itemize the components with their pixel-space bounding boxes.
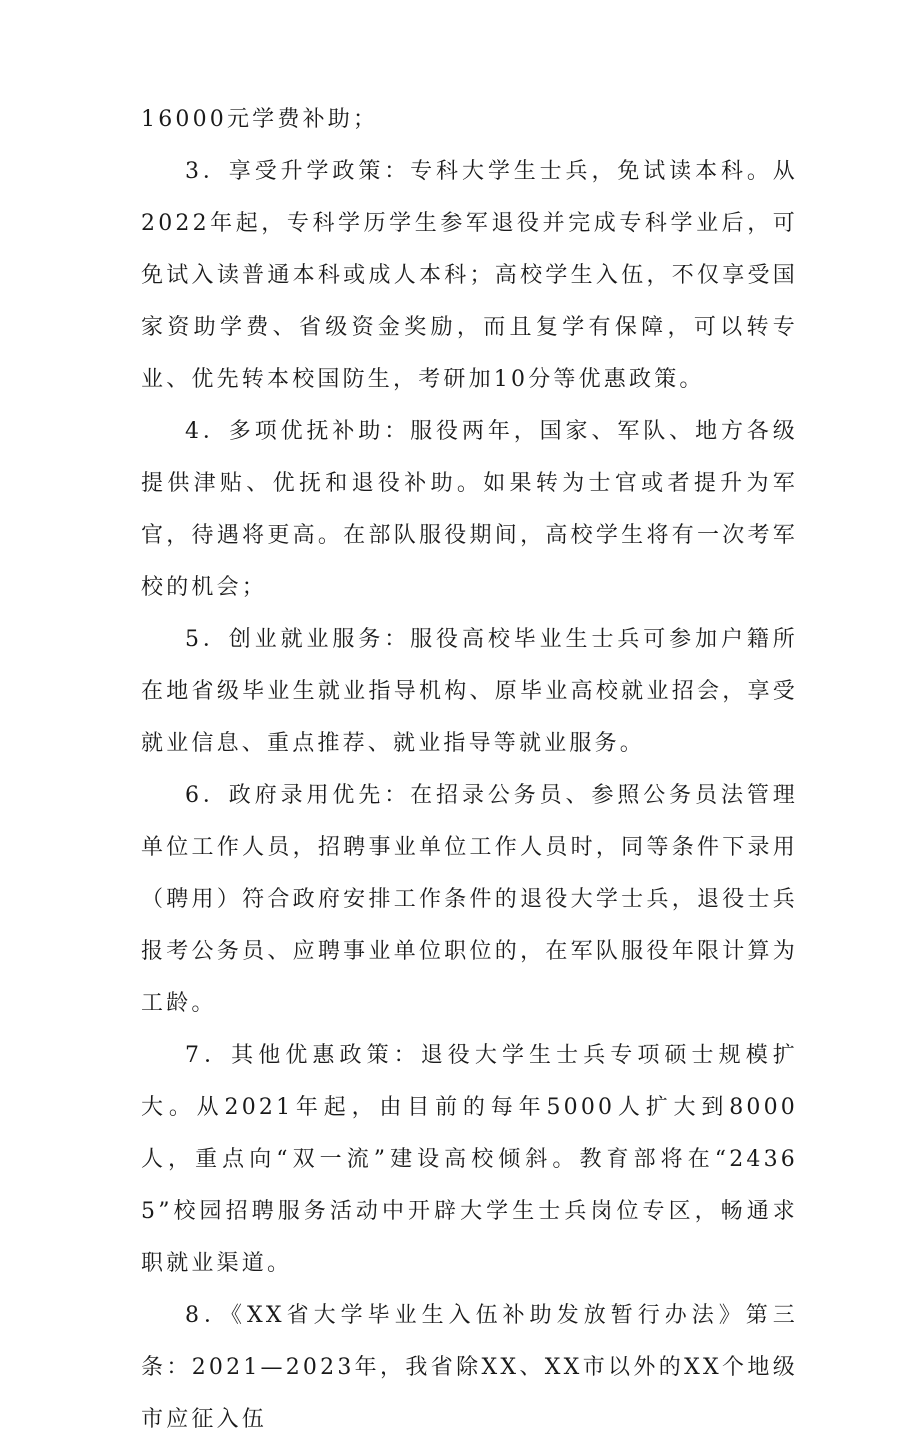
paragraph-3: 4．多项优抚补助：服役两年，国家、军队、地方各级提供津贴、优抚和退役补助。如果转为士官或者提升为军官，待遇将更高。在部队服役期间，高校学生将有一次考军校的机会； [141,419,798,600]
paragraph-2: 3．享受升学政策：专科大学生士兵，免试读本科。从2022年起，专科学历学生参军退役并完成专科学业后，可免试入读普通本科或成人本科；高校学生入伍，不仅享受国家资助学费、省级资金奖励，而且复学有保障，可以转专业、优先转本校国防生，考研加10分等优惠政策。 [141,159,798,392]
paragraph-7: 8．《XX省大学毕业生入伍补助发放暂行办法》第三条：2021—2023年，我省除XX、XX市以外的XX个地级市应征入伍 [141,1303,798,1432]
paragraph-5: 6．政府录用优先：在招录公务员、参照公务员法管理单位工作人员，招聘事业单位工作人员时，同等条件下录用（聘用）符合政府安排工作条件的退役大学士兵，退役士兵报考公务员、应聘事业单位职位的，在军队服役年限计算为工龄。 [141,783,798,1016]
paragraph-4: 5．创业就业服务：服役高校毕业生士兵可参加户籍所在地省级毕业生就业指导机构、原毕业高校就业招会，享受就业信息、重点推荐、就业指导等就业服务。 [141,627,798,756]
paragraph-1: 16000元学费补助； [141,107,379,132]
paragraph-6: 7．其他优惠政策：退役大学生士兵专项硕士规模扩大。从2021年起，由目前的每年5000人扩大到8000人，重点向“双一流”建设高校倾斜。教育部将在“24365”校园招聘服务活动中开辟大学生士兵岗位专区，畅通求职就业渠道。 [141,1043,798,1276]
